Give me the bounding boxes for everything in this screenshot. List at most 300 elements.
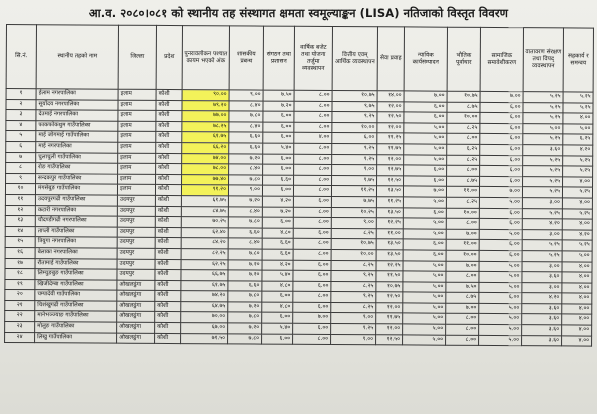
table-cell: १२.५० <box>376 292 403 303</box>
table-cell: ८.२५ <box>447 123 480 134</box>
table-cell: ४.२० <box>562 230 592 241</box>
table-cell: ८.०० <box>447 165 480 176</box>
table-cell: १२.०० <box>377 123 404 134</box>
header-cell: पुनरावलोकन पश्चात कायम भएको अंक <box>182 26 229 90</box>
table-cell: ८.०० <box>293 217 331 228</box>
table-cell: ४.८० <box>262 281 293 292</box>
table-cell: ५.२५ <box>523 102 563 113</box>
table-cell: ३.६० <box>522 314 562 325</box>
table-cell: ५.०० <box>403 313 446 324</box>
table-cell: ४.०० <box>294 133 332 144</box>
table-cell: ६.०० <box>263 154 294 165</box>
table-cell: ६.०० <box>262 313 293 324</box>
table-cell: ६.६० <box>229 132 263 143</box>
table-cell: उदयपुर <box>117 227 155 238</box>
table-cell: ४.२० <box>522 219 562 230</box>
table-cell: ७.२० <box>228 196 262 207</box>
table-cell: ५.०० <box>404 123 447 134</box>
table-cell: ९ <box>6 173 36 184</box>
table-cell: ९.२५ <box>332 112 377 123</box>
table-cell: इलाम <box>118 100 156 111</box>
table-cell: ७.८० <box>229 111 263 122</box>
table-cell: ८.४० <box>229 100 263 111</box>
table-cell: कोशी <box>155 238 181 249</box>
header-cell: सामाजिक समावेशीकरण <box>480 27 523 91</box>
header-cell: वातावरण संरक्षण तथा विपद् व्यवस्थापन <box>523 28 563 92</box>
table-cell: ६.०० <box>262 185 293 196</box>
table-cell: ४.०० <box>562 336 592 347</box>
table-cell: ७.८० <box>228 312 262 323</box>
table-cell: ५.०० <box>403 271 446 282</box>
table-cell: १० <box>5 184 35 195</box>
table-cell: ७.२० <box>229 153 263 164</box>
table-cell: ७.८० <box>228 291 262 302</box>
score-cell: ७०.०० <box>181 312 228 323</box>
table-cell: ७.८० <box>229 175 263 186</box>
table-cell: ५.२५ <box>522 187 562 198</box>
table-cell: ८.२५ <box>331 228 376 239</box>
table-cell: ६.०० <box>479 250 522 261</box>
score-cell: ६६.७५ <box>181 270 228 281</box>
table-cell: ८.०० <box>294 175 332 186</box>
table-cell: ४.०० <box>563 113 593 124</box>
table-cell: ११.२५ <box>376 197 403 208</box>
table-cell: ६.०० <box>403 250 446 261</box>
table-cell: ३.०० <box>522 261 562 272</box>
score-cell: ८४.७५ <box>181 206 228 217</box>
table-cell: ८.०० <box>446 324 479 335</box>
table-cell: ओखलढुंगा <box>117 312 155 323</box>
table-cell: ८.४० <box>229 164 263 175</box>
table-cell: ९.२५ <box>331 292 376 303</box>
header-cell: स्थानीय तहको नाम <box>36 25 118 89</box>
table-cell: ७.२० <box>228 270 262 281</box>
table-cell: फाकफोकथुम गाउँपालिका <box>36 120 118 131</box>
table-cell: ५ <box>6 131 36 142</box>
table-cell: ७ <box>6 152 36 163</box>
table-cell: ४.८० <box>262 302 293 313</box>
table-cell: ८.४० <box>228 206 262 217</box>
table-cell: ८.४० <box>228 238 262 249</box>
table-cell: ४ <box>6 120 36 131</box>
table-cell: ५.२५ <box>562 208 592 219</box>
table-cell: ४.०० <box>563 177 593 188</box>
table-cell: ५.०० <box>562 251 592 262</box>
header-cell: जिल्ला <box>118 25 156 89</box>
table-cell: १८ <box>5 269 35 280</box>
table-cell: कोशी <box>156 121 182 132</box>
table-cell: ४.०० <box>562 314 592 325</box>
table-cell: ७.०० <box>404 91 447 102</box>
table-cell: ६.०० <box>404 102 447 113</box>
table-cell: १०.०० <box>447 112 480 123</box>
table-cell: ६.०० <box>403 239 446 250</box>
table-cell: ५.०० <box>403 260 446 271</box>
table-cell: २२ <box>5 311 35 322</box>
table-cell: १२.२५ <box>376 260 403 271</box>
table-cell: ७.०० <box>446 261 479 272</box>
table-cell: ८.०० <box>446 271 479 282</box>
table-cell: उदयपुरगढी गाउँपालिका <box>35 195 117 206</box>
table-cell: ११ <box>5 194 35 205</box>
table-cell: ६.०० <box>263 132 294 143</box>
table-cell: ६.०० <box>479 219 522 230</box>
table-cell: १३.५० <box>376 207 403 218</box>
table-cell: ३ <box>6 110 36 121</box>
table-cell: ५.४० <box>263 143 294 154</box>
score-cell: ७९.२० <box>182 100 229 111</box>
table-cell: माई जोगमाई गाउँपालिका <box>36 131 118 142</box>
table-cell: ५.०० <box>479 271 522 282</box>
table-cell: ८.७५ <box>447 176 480 187</box>
table-cell: ५.२५ <box>563 166 593 177</box>
table-cell: ११.७५ <box>377 144 404 155</box>
table-cell: ३.६० <box>523 145 563 156</box>
table-cell: कोशी <box>156 164 182 175</box>
table-cell: ५.०० <box>403 218 446 229</box>
table-cell: ११.०० <box>446 187 479 198</box>
score-cell: ७४.०० <box>182 153 229 164</box>
table-cell: उदयपुर <box>117 195 155 206</box>
table-cell: १३.५० <box>376 239 403 250</box>
table-cell: ताप्ली गाउँपालिका <box>35 226 117 237</box>
table-cell: ६.६० <box>262 249 293 260</box>
table-cell: चम्पादेवी गाउँपालिका <box>35 290 117 301</box>
table-cell: ८.०० <box>293 239 331 250</box>
table-cell: ३.०० <box>522 229 562 240</box>
table-cell: ५.२५ <box>522 240 562 251</box>
table-cell: ८.०० <box>293 334 331 345</box>
table-cell: २१ <box>5 300 35 311</box>
table-cell: ६.०० <box>479 293 522 304</box>
table-cell: १२.०० <box>377 154 404 165</box>
table-cell: ५.०० <box>403 229 446 240</box>
table-cell: ६.६० <box>262 238 293 249</box>
table-cell: २४ <box>5 332 35 343</box>
table-cell: १७ <box>5 258 35 269</box>
table-cell: कोशी <box>156 111 182 122</box>
table-cell: ५.०० <box>404 144 447 155</box>
table-cell: ७.०० <box>446 229 479 240</box>
table-cell: ७.०० <box>446 303 479 314</box>
table-cell: ओखलढुंगा <box>117 322 155 333</box>
table-cell: ५.०० <box>404 133 447 144</box>
table-cell: ९.०० <box>332 165 377 176</box>
table-cell: ६.०० <box>293 281 331 292</box>
table-cell: ११.०० <box>376 228 403 239</box>
table-cell: इलाम <box>118 142 156 153</box>
table-cell: २ <box>6 99 36 110</box>
table-cell: ५.०० <box>404 154 447 165</box>
score-cell: ६१.७५ <box>182 132 229 143</box>
table-cell: कोशी <box>155 333 181 344</box>
table-cell: चौदण्डीगढी नगरपालिका <box>35 216 117 227</box>
table-cell: ३.६० <box>522 335 562 346</box>
table-cell: कोशी <box>155 301 181 312</box>
header-cell: शासकीय प्रबन्ध <box>229 26 263 90</box>
table-cell: इलाम <box>118 121 156 132</box>
score-cell: ७७.०० <box>182 111 229 122</box>
table-cell: १४.०० <box>377 91 404 102</box>
table-cell: ६.०० <box>404 176 447 187</box>
table-cell: कोशी <box>156 132 182 143</box>
table-cell: ६.०० <box>404 165 447 176</box>
header-cell: वार्षिक बजेट तथा योजना तर्जुमा व्यवस्थापन <box>294 26 332 90</box>
table-cell: ६.०० <box>293 196 331 207</box>
table-cell: उदयपुर <box>117 259 155 270</box>
table-cell: ९.२५ <box>331 324 376 335</box>
table-cell: उदयपुर <box>117 248 155 259</box>
table-cell: ६ <box>6 141 36 152</box>
header-cell: वित्तीय एवम् आर्थिक व्यवस्थापन <box>332 26 377 90</box>
table-cell: १ <box>6 89 36 100</box>
table-cell: उदयपुर <box>117 206 155 217</box>
table-cell: ४.०० <box>562 198 592 209</box>
table-cell: कोशी <box>155 291 181 302</box>
table-cell: लिखु गाउँपालिका <box>35 332 117 343</box>
score-cell: ६७.०० <box>181 323 228 334</box>
table-cell: लिम्चुङबुङ गाउँपालिका <box>35 269 117 280</box>
table-cell: १२.०० <box>376 324 403 335</box>
score-cell: ६१.७५ <box>181 196 228 207</box>
table-cell: ५.२५ <box>523 134 563 145</box>
table-cell: ५.४० <box>262 270 293 281</box>
page-title: आ.व. २०८०।०८१ को स्थानीय तह संस्थागत क्षमता स्वमूल्याङ्कन (LISA) नतिजाको विस्तृत विवरण <box>88 6 509 20</box>
table-cell: ६.०० <box>293 302 331 313</box>
table-cell: १०.७५ <box>331 239 376 250</box>
score-cell: ८४.२० <box>181 238 228 249</box>
table-cell: १३.५० <box>376 250 403 261</box>
table-cell: कोशी <box>155 248 181 259</box>
table-cell: कोशी <box>155 185 181 196</box>
table-cell: ओखलढुंगा <box>117 280 155 291</box>
score-cell: ७०.२५ <box>181 217 228 228</box>
table-cell: ५.२५ <box>563 155 593 166</box>
table-cell: कोशी <box>156 100 182 111</box>
table-cell: ६.०० <box>293 270 331 281</box>
table-cell: १९ <box>5 279 35 290</box>
table-cell: सन्दकपुर गाउँपालिका <box>36 173 118 184</box>
table-cell: ५.०० <box>479 229 522 240</box>
table-cell: ४.२० <box>522 293 562 304</box>
table-cell: ३.६० <box>522 325 562 336</box>
table-cell: कोशी <box>156 89 182 100</box>
table-cell: ६.०० <box>332 133 377 144</box>
table-cell: १२.७५ <box>377 165 404 176</box>
score-cell: ७७.४० <box>182 174 229 185</box>
table-cell: ८.०० <box>294 90 332 101</box>
table-cell: ११.५० <box>376 271 403 282</box>
table-cell: ५.०० <box>403 282 446 293</box>
table-cell: ७.०० <box>403 186 446 197</box>
table-cell: २३ <box>5 322 35 333</box>
table-cell: ५.०० <box>403 324 446 335</box>
table-cell: ८.७५ <box>447 102 480 113</box>
table-cell: १४ <box>5 226 35 237</box>
table-cell: ११.०० <box>446 240 479 251</box>
table-cell: ५.२५ <box>563 92 593 103</box>
table-cell: ४.०० <box>562 304 592 315</box>
table-cell: ६.०० <box>480 102 523 113</box>
table-cell: ६.०० <box>293 228 331 239</box>
table-cell: ८.०० <box>294 143 332 154</box>
table-cell: ५.२५ <box>563 102 593 113</box>
table-cell: ६.०० <box>480 113 523 124</box>
table-cell: इलाम <box>117 185 155 196</box>
table-cell: ६.०० <box>480 144 523 155</box>
table-cell: ६.६० <box>229 143 263 154</box>
table-cell: ९.२५ <box>332 143 377 154</box>
table-cell: ५.०० <box>403 292 446 303</box>
table-cell: ६.६० <box>228 281 262 292</box>
table-cell: ६.०० <box>263 164 294 175</box>
table-cell: कोशी <box>156 174 182 185</box>
table-cell: कोशी <box>156 153 182 164</box>
table-cell: ७.२० <box>228 323 262 334</box>
table-cell: मानेभञ्ज्याङ गाउँपालिका <box>35 311 117 322</box>
table-cell: ८.२५ <box>331 260 376 271</box>
table-cell: ६.०० <box>480 176 523 187</box>
table-cell: ५.०० <box>403 335 446 346</box>
table-cell: १०.७५ <box>447 91 480 102</box>
table-cell: इलाम <box>118 89 156 100</box>
table-cell: २० <box>5 290 35 301</box>
table-cell: खिजीदेम्बा गाउँपालिका <box>35 279 117 290</box>
table-cell: ८.२५ <box>331 302 376 313</box>
table-cell: ८.७५ <box>446 292 479 303</box>
table-cell: ७.०० <box>479 187 522 198</box>
score-cell: ६६.२० <box>182 143 229 154</box>
table-cell: ओखलढुंगा <box>117 333 155 344</box>
table-cell: चिशंखुगढी गाउँपालिका <box>35 301 117 312</box>
table-body <box>5 89 594 347</box>
table-cell: ६.०० <box>404 112 447 123</box>
table-cell: १०.७५ <box>332 90 377 101</box>
header-cell: प्रदेश <box>156 25 182 89</box>
table-cell: १३.५० <box>376 186 403 197</box>
header-cell: सि.नं. <box>6 25 36 89</box>
table-cell: १२.०० <box>376 303 403 314</box>
table-cell: ३.६० <box>522 304 562 315</box>
table-cell: ५.०० <box>403 197 446 208</box>
table-cell: बेलाका नगरपालिका <box>35 248 117 259</box>
table-cell: इलाम <box>118 163 156 174</box>
table-cell: १२.२५ <box>376 218 403 229</box>
score-cell: ६२.२५ <box>181 259 228 270</box>
table-cell: ५.२५ <box>562 240 592 251</box>
table-cell: ८.०० <box>447 134 480 145</box>
table-cell: ४.८० <box>262 228 293 239</box>
table-cell: सूर्योदय नगरपालिका <box>36 99 118 110</box>
table-cell: ४.२० <box>262 260 293 271</box>
table-cell: ८.२५ <box>447 155 480 166</box>
table-cell: कोशी <box>155 322 181 333</box>
table-header-row <box>6 25 593 93</box>
table-cell: ९.०० <box>228 185 262 196</box>
table-cell: ७.५० <box>263 90 294 101</box>
table-cell: ११.२५ <box>331 186 376 197</box>
table-cell: ८.०० <box>294 101 332 112</box>
table-cell: ६.०० <box>480 123 523 134</box>
table-cell: ९.७५ <box>332 175 377 186</box>
lisa-results-table <box>4 24 594 347</box>
score-cell: ९१.२० <box>181 185 228 196</box>
table-cell: ५.०० <box>479 282 522 293</box>
table-row <box>5 332 592 346</box>
score-cell: ७८.२५ <box>182 121 229 132</box>
table-cell: ९.२५ <box>331 271 376 282</box>
table-cell: ६.०० <box>479 208 522 219</box>
table-cell: ३.६० <box>522 272 562 283</box>
table-cell: ५.०० <box>479 314 522 325</box>
table-cell: ८ <box>6 163 36 174</box>
table-cell: इलाम <box>118 132 156 143</box>
table-cell: ६.०० <box>262 291 293 302</box>
table-cell: ईलाम नगरपालिका <box>36 89 118 100</box>
table-cell: ९.०० <box>331 313 376 324</box>
table-cell: ८.२५ <box>446 197 479 208</box>
table-cell: ७.०० <box>480 91 523 102</box>
table-cell: कटारी नगरपालिका <box>35 205 117 216</box>
table-cell: ६.०० <box>479 240 522 251</box>
table-cell: ५.०० <box>479 324 522 335</box>
table-cell: ७.२० <box>228 259 262 270</box>
table-cell: ५.२५ <box>523 92 563 103</box>
table-cell: ८.०० <box>294 154 332 165</box>
table-cell: ६.०० <box>293 323 331 334</box>
table-cell: इलाम <box>118 174 156 185</box>
table-cell: १५ <box>5 237 35 248</box>
score-cell: ६४.७५ <box>181 301 228 312</box>
table-cell: इलाम <box>118 110 156 121</box>
table-cell: ५.०० <box>403 303 446 314</box>
table-cell: ७.२० <box>228 302 262 313</box>
table-cell: मोलुङ गाउँपालिका <box>35 322 117 333</box>
score-cell: ८२.२५ <box>181 248 228 259</box>
table-cell: ५.२५ <box>522 251 562 262</box>
table-cell: ४.२० <box>262 196 293 207</box>
table-cell: ११.७५ <box>376 313 403 324</box>
table-cell: ६.०० <box>480 155 523 166</box>
table-cell: ३.०० <box>522 198 562 209</box>
table-cell: त्रियुगा नगरपालिका <box>35 237 117 248</box>
table-cell: ६.०० <box>263 111 294 122</box>
header-cell: सहकार्य र समन्वय <box>563 28 593 92</box>
table-cell: १०.०० <box>446 250 479 261</box>
score-cell: ६२.४० <box>181 227 228 238</box>
table-cell: कोशी <box>155 206 181 217</box>
table-cell: ६.०० <box>293 260 331 271</box>
table-cell: ९.२५ <box>332 154 377 165</box>
table-cell: १०.०० <box>446 208 479 219</box>
table-cell: ५.२५ <box>523 113 563 124</box>
table-cell: ९.०० <box>229 90 263 101</box>
table-cell: १२.५० <box>376 334 403 345</box>
table-cell: ५.४० <box>262 323 293 334</box>
table-cell: १३ <box>5 216 35 227</box>
header-cell: भौतिक पूर्वाधार <box>447 27 480 91</box>
table-cell: उदयपुर <box>117 269 155 280</box>
score-cell: ६१.७५ <box>181 280 228 291</box>
table-cell: ७.८० <box>228 334 262 345</box>
table-cell: ४.०० <box>562 272 592 283</box>
table-cell: ७.८० <box>228 217 262 228</box>
table-cell: ७.७५ <box>331 196 376 207</box>
table-cell: ८.०० <box>294 122 332 133</box>
table-cell: ८.०० <box>293 186 331 197</box>
table-cell: ८.०० <box>293 249 331 260</box>
table-cell: कोशी <box>155 217 181 228</box>
